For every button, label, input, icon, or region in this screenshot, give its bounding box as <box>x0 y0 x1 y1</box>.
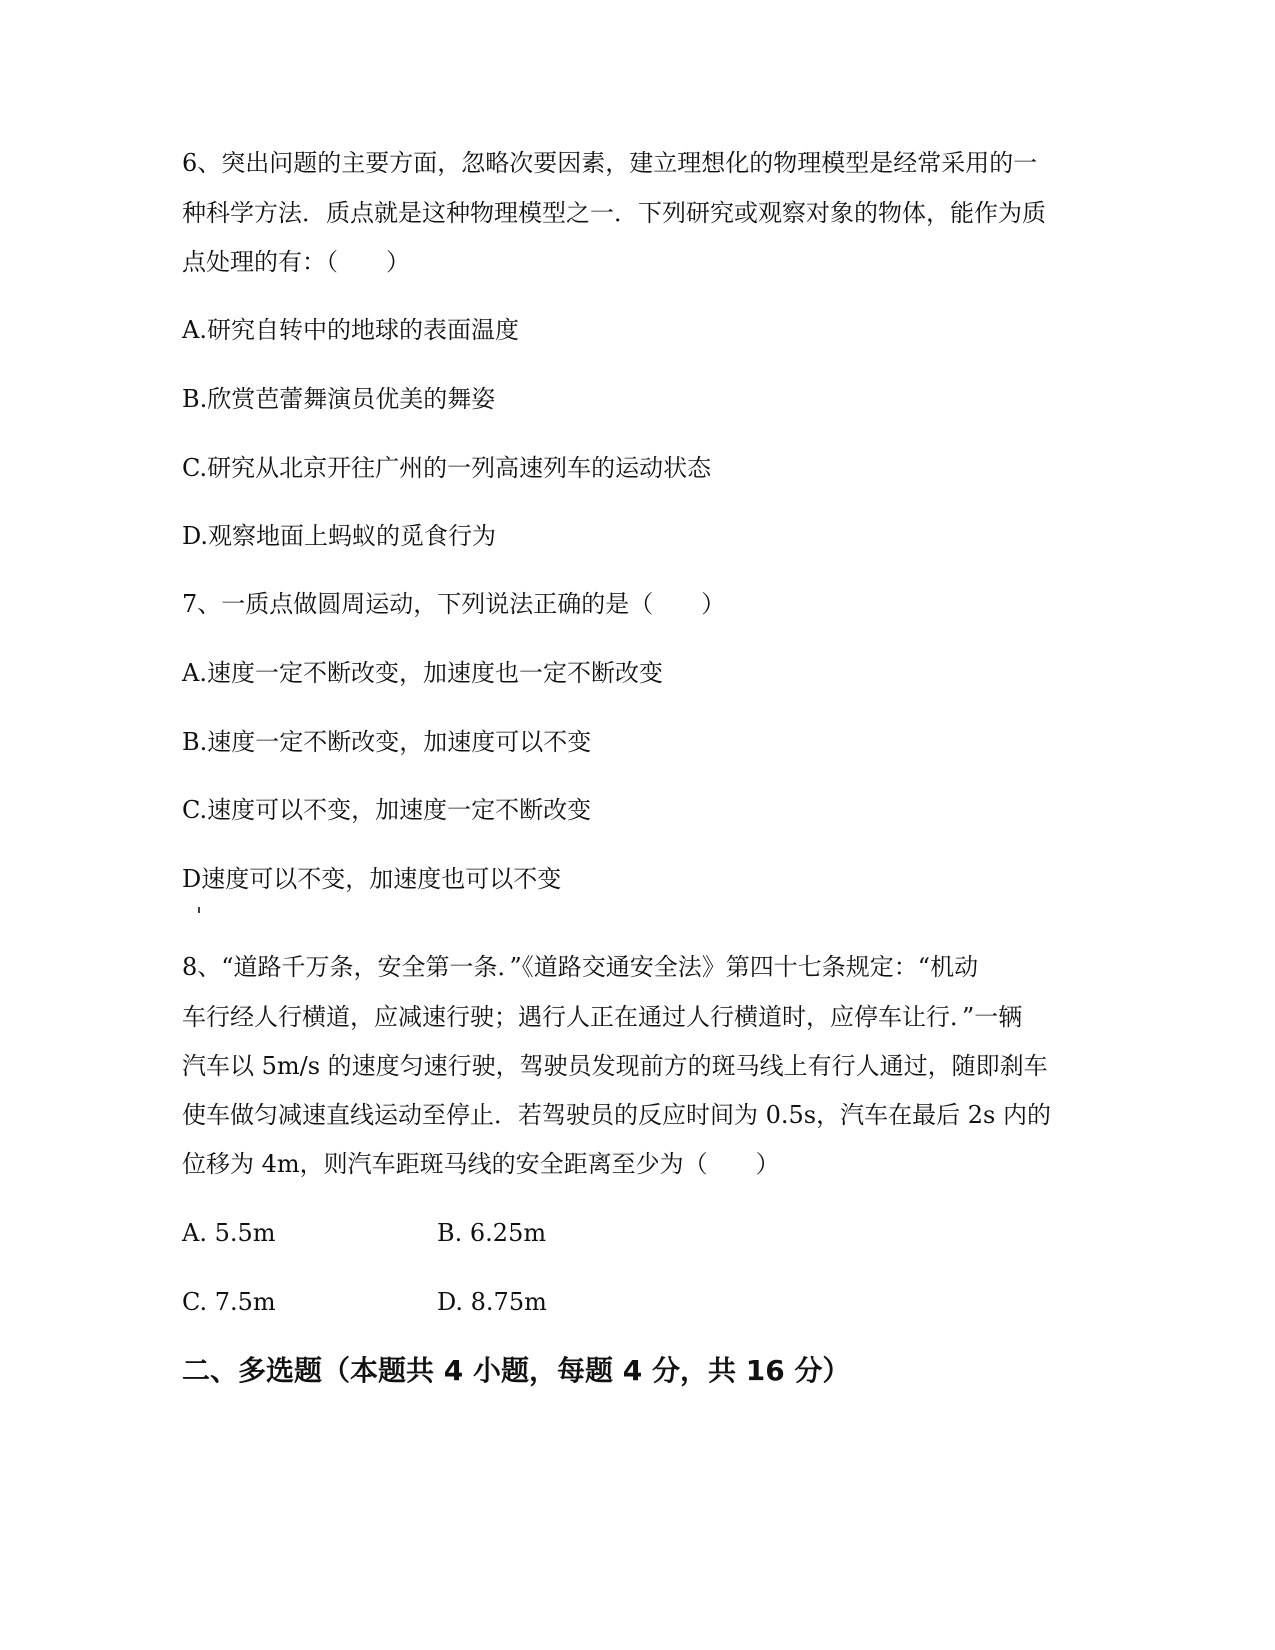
q8-option-d: D. 8.75m <box>437 1288 547 1316</box>
q8-stem-line-5: 位移为 4m，则汽车距斑马线的安全距离至少为（ ） <box>182 1150 780 1178</box>
q6-stem-line-3: 点处理的有：（ ） <box>182 248 410 276</box>
q6-option-d: D.观察地面上蚂蚁的觅食行为 <box>182 522 497 550</box>
q8-option-c: C. 7.5m <box>182 1288 276 1316</box>
q8-stem-line-3: 汽车以 5m/s 的速度匀速行驶，驾驶员发现前方的斑马线上有行人通过，随即刹车 <box>182 1052 1048 1080</box>
q7-option-d: D速度可以不变，加速度也可以不变 <box>182 865 562 893</box>
q8-option-b: B. 6.25m <box>437 1219 547 1247</box>
q7-stem: 7、一质点做圆周运动，下列说法正确的是（ ） <box>182 590 726 618</box>
q8-option-a: A. 5.5m <box>182 1219 276 1247</box>
q8-stem-line-1: 8、“道路千万条，安全第一条．”《道路交通安全法》第四十七条规定：“机动 <box>182 953 979 981</box>
stray-mark <box>198 907 200 913</box>
q8-stem-line-4: 使车做匀减速直线运动至停止．若驾驶员的反应时间为 0.5s，汽车在最后 2s 内的 <box>182 1101 1051 1129</box>
q6-option-b: B.欣赏芭蕾舞演员优美的舞姿 <box>182 385 496 413</box>
q7-option-a: A.速度一定不断改变，加速度也一定不断改变 <box>182 659 663 687</box>
q6-stem-line-2: 种科学方法．质点就是这种物理模型之一．下列研究或观察对象的物体，能作为质 <box>182 199 1046 227</box>
q6-stem-line-1: 6、突出问题的主要方面，忽略次要因素，建立理想化的物理模型是经常采用的一 <box>182 149 1038 177</box>
q6-option-c: C.研究从北京开往广州的一列高速列车的运动状态 <box>182 454 712 482</box>
q7-option-c: C.速度可以不变，加速度一定不断改变 <box>182 796 592 824</box>
section-2-heading: 二、多选题（本题共 4 小题，每题 4 分，共 16 分） <box>182 1354 851 1387</box>
q6-option-a: A.研究自转中的地球的表面温度 <box>182 316 519 344</box>
q7-option-b: B.速度一定不断改变，加速度可以不变 <box>182 728 592 756</box>
q8-stem-line-2: 车行经人行横道，应减速行驶；遇行人正在通过人行横道时，应停车让行．”一辆 <box>182 1003 1023 1031</box>
